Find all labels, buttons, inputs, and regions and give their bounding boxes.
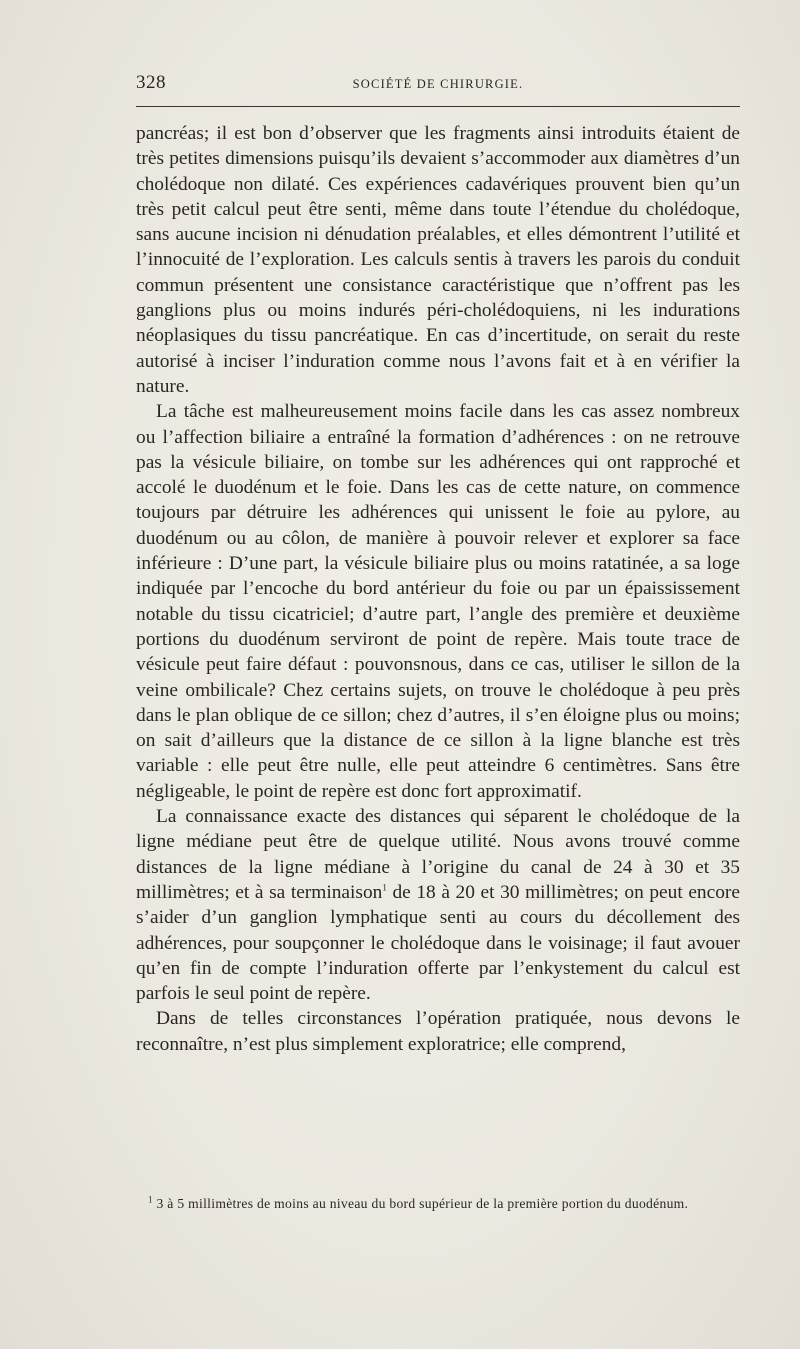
paragraph-4: Dans de telles circonstances l’opération pratiquée, nous devons le reconnaître, n’est plus simplement exploratrice; elle comprend, <box>136 1008 740 1055</box>
footnote-text: 3 à 5 millimètres de moins au niveau du bord supérieur de la première portion du duodénum. <box>152 1196 689 1211</box>
footnote-reference[interactable]: 1 <box>382 882 387 893</box>
paragraph-2: La tâche est malheureusement moins facile dans les cas assez nombreux ou l’affection biliaire a entraîné la formation d’adhérences : on ne retrouve pas la vésicule biliaire, on tombe sur les adhérences qui ont rapproché et accolé le duodénum et le foie. Dans les cas de cette nature, on commence toujours par détruire les adhérences qui unissent le foie au pylore, au duodénum ou au côlon, de manière à pouvoir relever et explorer sa face inférieure : D’une part, la vésicule biliaire plus ou moins ratatinée, a sa loge indiquée par l’encoche du bord antérieur du foie ou par un épaississement notable du tissu cicatriciel; d’autre part, l’angle des première et deuxième portions du duodénum serviront de point de repère. Mais toute trace de vésicule peut faire défaut : pouvonsnous, dans ce cas, utiliser le sillon de la veine ombilicale? Chez certains sujets, on trouve le cholédoque à peu près dans le plan oblique de ce sillon; chez d’autres, il s’en éloigne plus ou moins; on sait d’ailleurs que la distance de ce sillon à la ligne blanche est très variable : elle peut être nulle, elle peut atteindre 6 centimètres. Sans être négligeable, le point de repère est donc fort approximatif. <box>136 401 740 802</box>
running-head: SOCIÉTÉ DE CHIRURGIE. <box>352 77 524 91</box>
paragraph-3 <box>136 804 740 1006</box>
paragraph-1: pancréas; il est bon d’observer que les fragments ainsi introduits étaient de très petites dimensions puisqu’ils devaient s’accommoder aux diamètres d’un cholédoque non dilaté. Ces expériences cadavériques prouvent bien qu’un très petit calcul peut être senti, même dans toute l’étendue du cholédoque, sans aucune incision ni dénudation préalables, et elles démontrent l’utilité et l’innocuité de l’exploration. Les calculs sentis à travers les parois du conduit commun présentent une consistance caractéristique que n’offrent pas les ganglions plus ou moins indurés péri-cholédoquiens, ni les indurations néoplasiques du tissu pancréatique. En cas d’incertitude, on serait du reste autorisé à inciser l’induration comme nous l’avons fait et à en vérifier la nature. <box>136 123 740 397</box>
paragraph-3-part-1: La connaissance exacte des distances qui séparent le cholédoque de la ligne médiane peut être de quelque utilité. Nous avons trouvé comme distances de la ligne médiane à l’origine du canal de 24 à 30 et 35 millimètres; et à sa terminaison <box>136 806 740 903</box>
page-header <box>136 72 740 102</box>
footnote-marker: 1 <box>148 1194 153 1205</box>
paragraph-3-part-2: de 18 à 20 et 30 millimètres; on peut encore s’aider d’un ganglion lymphatique senti au cours du décollement des adhérences, pour soupçonner le cholédoque dans le voisinage; il faut avouer qu’en fin de compte l’induration offerte par l’enkystement du calcul est parfois le seul point de repère. <box>136 881 740 1005</box>
body-text <box>136 121 740 1057</box>
header-rule <box>136 106 740 107</box>
page-number: 328 <box>136 72 166 93</box>
footnote <box>136 1195 740 1213</box>
